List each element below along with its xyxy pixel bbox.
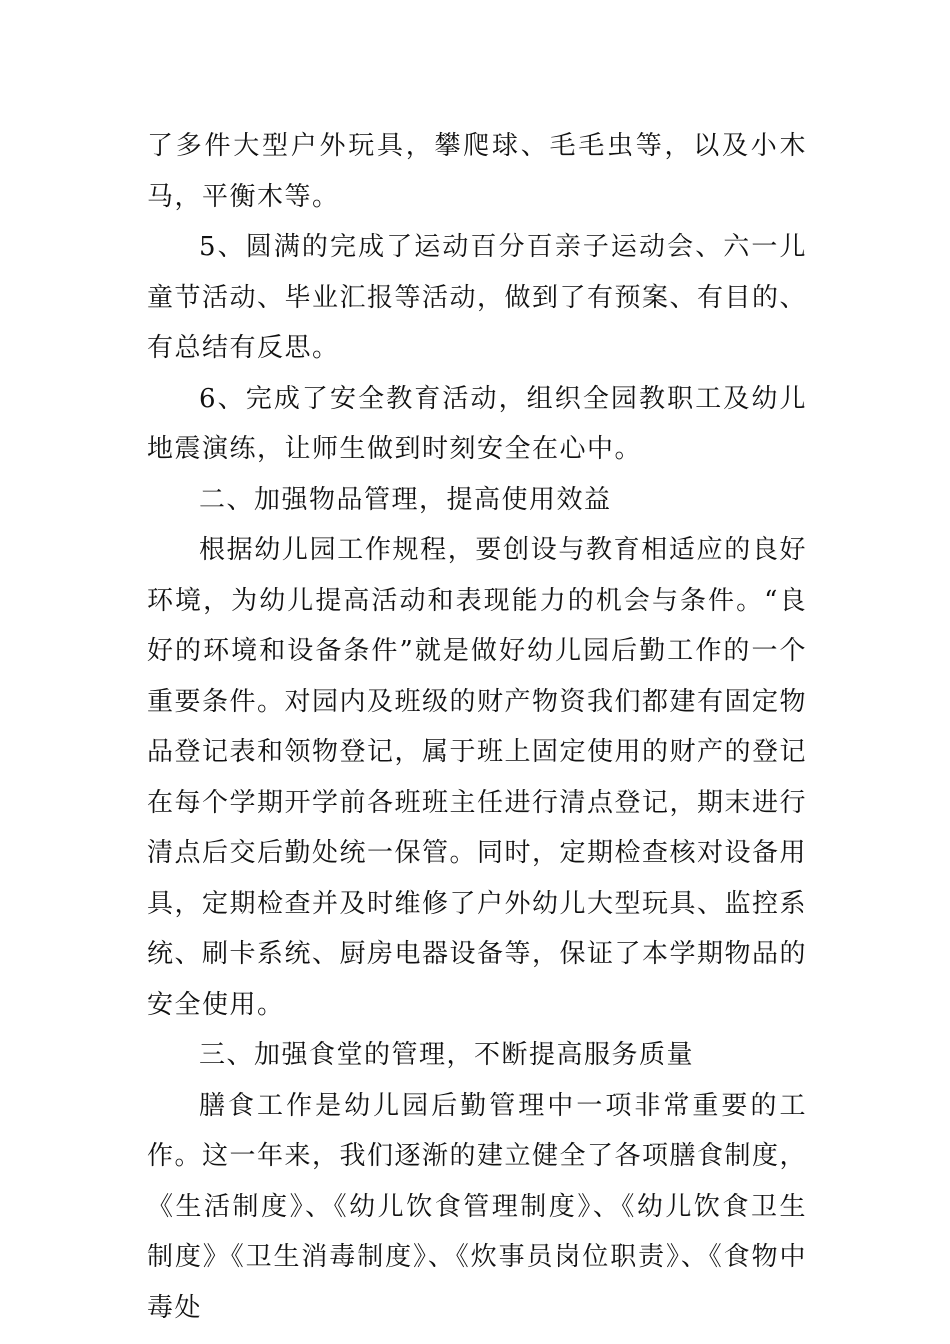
- section-heading-2: 二、加强物品管理，提高使用效益: [199, 484, 612, 515]
- paragraph-continuation: 了多件大型户外玩具，攀爬球、毛毛虫等，以及小木马，平衡木等。: [147, 131, 807, 212]
- paragraph-canteen-management: 膳食工作是幼儿园后勤管理中一项非常重要的工作。这一年来，我们逐渐的建立健全了各项膳食制度，《生活制度》、《幼儿饮食管理制度》、《幼儿饮食卫生制度》《卫生消毒制度》、《炊事员岗位职责》、《食物中毒处: [147, 1090, 808, 1323]
- section-heading-3: 三、加强食堂的管理，不断提高服务质量: [199, 1040, 695, 1070]
- document-body: [147, 121, 807, 1333]
- paragraph-item-6: 6、完成了安全教育活动，组织全园教职工及幼儿地震演练，让师生做到时刻安全在心中。: [147, 383, 807, 464]
- paragraph-goods-management: 根据幼儿园工作规程，要创设与教育相适应的良好环境，为幼儿提高活动和表现能力的机会与条件。“良好的环境和设备条件”就是做好幼儿园后勤工作的一个重要条件。对园内及班级的财产物资我们都建有固定物品登记表和领物登记，属于班上固定使用的财产的登记在每个学期开学前各班班主任进行清点登记，期末进行清点后交后勤处统一保管。同时，定期检查核对设备用具，定期检查并及时维修了户外幼儿大型玩具、监控系统、刷卡系统、厨房电器设备等，保证了本学期物品的安全使用。: [147, 535, 808, 1020]
- paragraph-item-5: 5、圆满的完成了运动百分百亲子运动会、六一儿童节活动、毕业汇报等活动，做到了有预案、有目的、有总结有反思。: [147, 232, 808, 363]
